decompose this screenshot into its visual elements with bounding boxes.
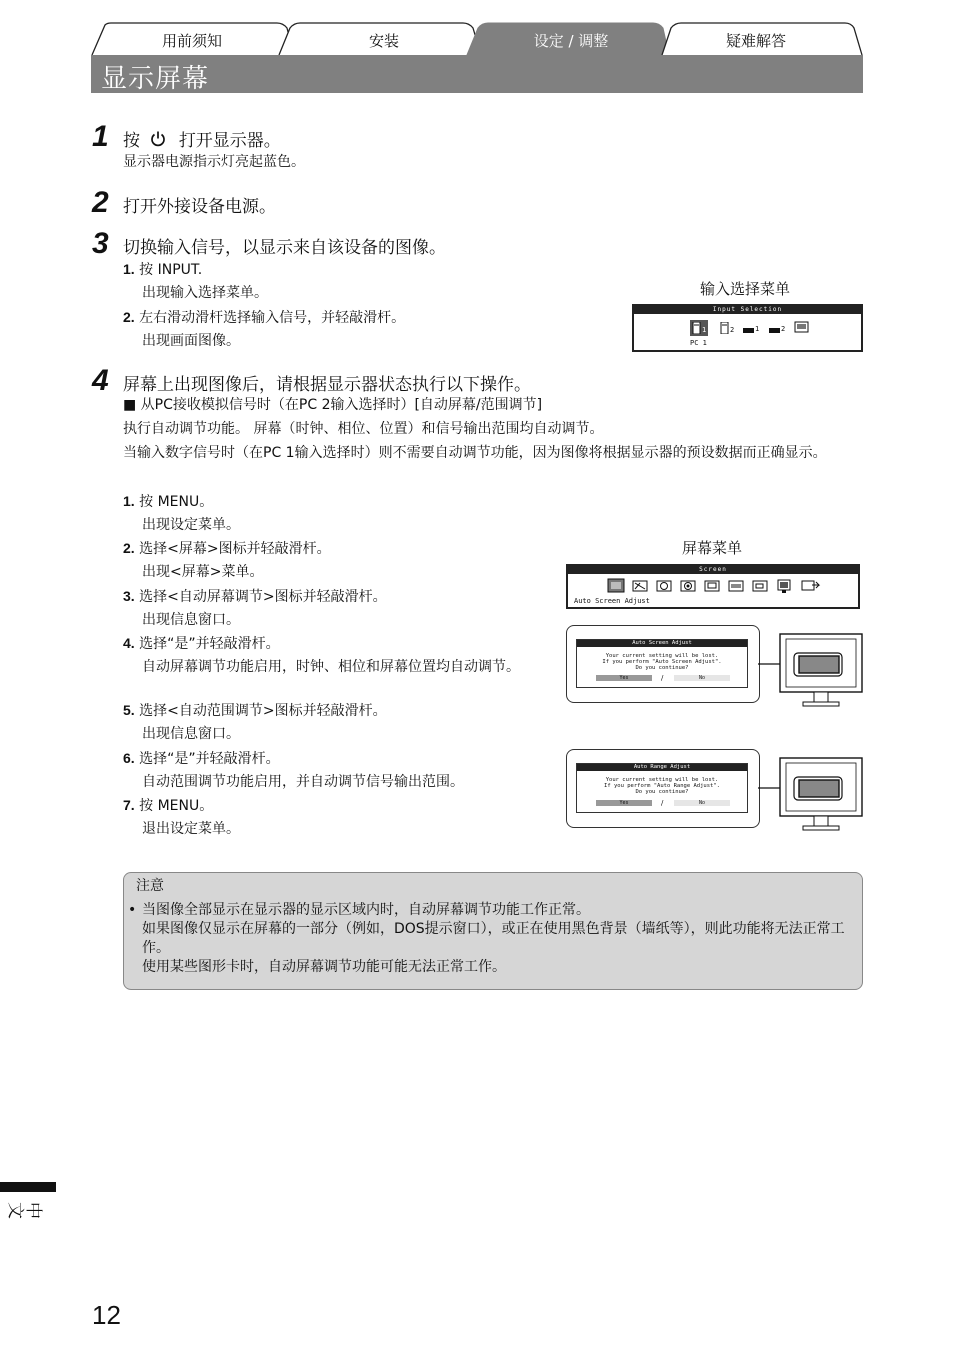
tab-settings-adjustment[interactable]: 设定 / 调整 — [533, 32, 609, 50]
step-4-item-4 — [123, 634, 280, 654]
monitor-illustration-1 — [758, 632, 864, 710]
step-4-item-5-num: 5. — [123, 702, 135, 718]
input-selection-caption: 输入选择菜单 — [700, 280, 791, 298]
language-label: 中文 — [5, 1202, 43, 1219]
auto-range-no-button[interactable]: No — [674, 800, 730, 806]
step-4-item-1-result: 出现设定菜单。 — [142, 517, 240, 533]
pc1-icon-label: 1 — [702, 326, 707, 334]
page-title-bar — [91, 55, 863, 93]
step-4-item-5-text: 选择<自动范围调节>图标并轻敲滑杆。 — [139, 703, 387, 719]
step-4-item-1-text: 按 MENU。 — [139, 494, 214, 510]
auto-screen-dialog-frame — [566, 625, 760, 703]
step-4-item-7-num: 7. — [123, 797, 135, 813]
step-3-item-1-num: 1. — [123, 261, 135, 277]
auto-range-dialog-line-3: Do you continue? — [635, 789, 689, 795]
step-4-item-3 — [123, 587, 387, 607]
step-4-item-7 — [123, 796, 213, 816]
input-selection-osd-label: PC 1 — [690, 339, 707, 347]
step-2-title: 打开外接设备电源。 — [123, 197, 276, 217]
step-4-item-4-result: 自动屏幕调节功能启用，时钟、相位和屏幕位置均自动调节。 — [142, 659, 520, 675]
auto-screen-yes-button[interactable]: Yes — [596, 675, 652, 681]
auto-range-dialog-title: Auto Range Adjust — [577, 764, 747, 771]
auto-screen-dialog-line-2: If you perform "Auto Screen Adjust". — [602, 659, 722, 665]
note-box — [123, 872, 863, 990]
step-3-item-1 — [123, 260, 202, 280]
step-3-item-2-num: 2. — [123, 309, 135, 325]
step-4-item-4-num: 4. — [123, 635, 135, 651]
step-4-item-2 — [123, 539, 331, 559]
step-4-item-2-result: 出现<屏幕>菜单。 — [142, 564, 264, 580]
tab-installation[interactable]: 安装 — [368, 32, 399, 50]
step-4-item-1-num: 1. — [123, 493, 135, 509]
step-3-title: 切换输入信号，以显示来自该设备的图像。 — [123, 238, 446, 258]
auto-screen-no-button[interactable]: No — [674, 675, 730, 681]
step-4-item-3-result: 出现信息窗口。 — [142, 612, 240, 628]
laptop1-icon-label: 1 — [755, 325, 760, 333]
step-3-item-2-result: 出现画面图像。 — [142, 333, 240, 349]
note-line-2: 如果图像仅显示在屏幕的一部分（例如，DOS提示窗口），或正在使用黑色背景（墙纸等），则此功能将无法正常工作。 — [142, 921, 845, 956]
step-1-number: 1 — [92, 120, 109, 153]
step-4-para-2: 当输入数字信号时（在PC 1输入选择时）则不需要自动调节功能，因为图像将根据显示器的预设数据而正确显示。 — [123, 445, 827, 461]
step-3-item-1-result: 出现输入选择菜单。 — [142, 285, 268, 301]
step-4-item-7-text: 按 MENU。 — [139, 798, 214, 814]
tab-troubleshooting[interactable]: 疑难解答 — [725, 32, 786, 50]
monitor-illustration-2 — [758, 756, 864, 834]
note-line-1: 当图像全部显示在显示器的显示区域内时，自动屏幕调节功能工作正常。 — [142, 902, 590, 918]
auto-screen-dialog — [576, 639, 748, 688]
auto-screen-separator: / — [661, 674, 664, 682]
page-title: 显示屏幕 — [101, 64, 210, 94]
step-1-title — [123, 126, 281, 151]
input-selection-osd — [632, 304, 863, 352]
step-1-title-prefix: 按 — [123, 131, 140, 151]
note-bullet: • — [128, 902, 137, 918]
auto-range-dialog — [576, 763, 748, 813]
step-3-number: 3 — [92, 227, 109, 260]
step-4-item-6-text: 选择“是”并轻敲滑杆。 — [139, 751, 280, 767]
screen-menu-osd-label: Auto Screen Adjust — [574, 597, 650, 605]
page-number: 12 — [92, 1300, 121, 1330]
step-4-item-5-result: 出现信息窗口。 — [142, 726, 240, 742]
auto-screen-dialog-line-3: Do you continue? — [635, 665, 689, 671]
step-4-item-2-num: 2. — [123, 540, 135, 556]
screen-menu-icons — [606, 578, 826, 596]
step-3-item-2-text: 左右滑动滑杆选择输入信号，并轻敲滑杆。 — [139, 310, 406, 326]
language-marker-bar — [0, 1182, 56, 1192]
auto-screen-dialog-title: Auto Screen Adjust — [577, 640, 747, 647]
auto-range-dialog-line-2: If you perform "Auto Range Adjust". — [604, 783, 720, 789]
note-line-3: 使用某些图形卡时，自动屏幕调节功能可能无法正常工作。 — [142, 959, 506, 975]
screen-menu-osd — [566, 564, 860, 609]
auto-screen-dialog-line-1: Your current setting will be lost. — [605, 653, 719, 659]
step-3-item-2 — [123, 308, 405, 328]
power-icon — [149, 130, 167, 148]
pc-tower-icon — [692, 322, 702, 334]
tab-before-use[interactable]: 用前须知 — [161, 32, 222, 50]
laptop-icon — [742, 326, 756, 334]
step-4-item-5 — [123, 701, 387, 721]
auto-input-icon — [794, 321, 810, 335]
auto-range-dialog-line-1: Your current setting will be lost. — [605, 777, 719, 783]
note-title: 注意 — [136, 878, 164, 894]
step-3-item-1-text: 按 INPUT. — [139, 262, 203, 278]
nav-tabs — [91, 22, 863, 55]
step-4-item-6-num: 6. — [123, 750, 135, 766]
step-4-heading: ■ 从PC接收模拟信号时（在PC 2输入选择时）[自动屏幕/范围调节] — [123, 397, 543, 413]
step-4-item-4-text: 选择“是”并轻敲滑杆。 — [139, 636, 280, 652]
input-selection-osd-title: Input Selection — [634, 306, 861, 314]
step-4-item-1 — [123, 492, 213, 512]
screen-menu-osd-title: Screen — [568, 566, 858, 574]
step-4-item-3-num: 3. — [123, 588, 135, 604]
step-4-number: 4 — [92, 364, 109, 397]
auto-range-separator: / — [661, 799, 664, 807]
step-4-item-2-text: 选择<屏幕>图标并轻敲滑杆。 — [139, 541, 331, 557]
step-4-item-7-result: 退出设定菜单。 — [142, 821, 240, 837]
step-1-desc: 显示器电源指示灯亮起蓝色。 — [123, 154, 305, 170]
step-1-title-suffix: 打开显示器。 — [178, 131, 281, 151]
step-4-title: 屏幕上出现图像后，请根据显示器状态执行以下操作。 — [123, 375, 531, 395]
pc2-icon-label: 2 — [730, 326, 735, 334]
step-4-item-6 — [123, 749, 280, 769]
step-2-number: 2 — [92, 186, 109, 219]
auto-range-dialog-frame — [566, 749, 760, 828]
laptop2-icon-label: 2 — [781, 325, 786, 333]
step-4-item-3-text: 选择<自动屏幕调节>图标并轻敲滑杆。 — [139, 589, 387, 605]
step-4-para-1: 执行自动调节功能。 屏幕（时钟、相位、位置）和信号输出范围均自动调节。 — [123, 421, 604, 437]
screen-menu-caption: 屏幕菜单 — [682, 539, 743, 557]
laptop-icon-2 — [768, 326, 782, 334]
auto-range-yes-button[interactable]: Yes — [596, 800, 652, 806]
pc-tower-icon-2 — [720, 322, 730, 334]
step-4-item-6-result: 自动范围调节功能启用，并自动调节信号输出范围。 — [142, 774, 464, 790]
